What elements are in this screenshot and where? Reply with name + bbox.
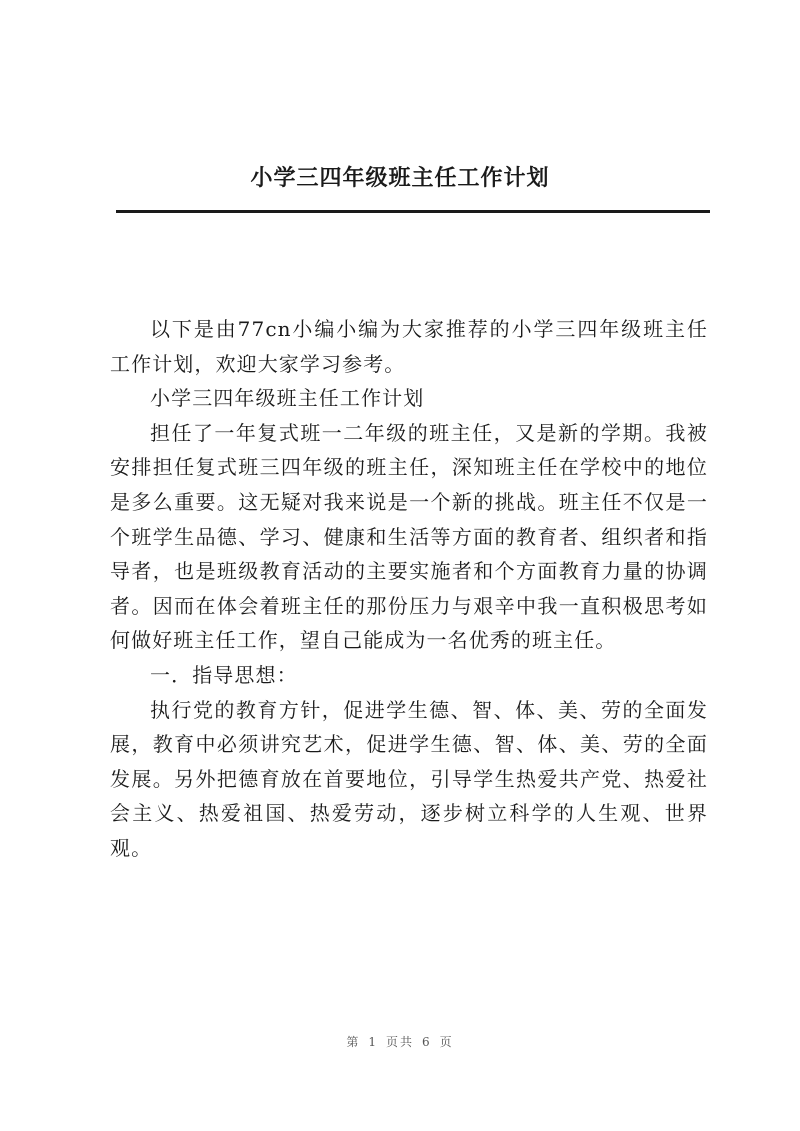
section-heading: 一．指导思想： [150,662,298,687]
footer-suffix: 页 [439,1035,454,1049]
footer-total-pages: 6 [422,1035,432,1049]
title-underline [116,210,710,213]
paragraph-intro: 以下是由77cn小编小编为大家推荐的小学三四年级班主任工作计划，欢迎大家学习参考。 [110,317,708,376]
paragraph-guiding: 执行党的教育方针，促进学生德、智、体、美、劳的全面发展，教育中必须讲究艺术，促进学生德、智、体、美、劳的全面发展。另外把德育放在首要地位，引导学生热爱共产党、热爱社会主义、热爱祖国、热爱劳动，逐步树立科学的人生观、世界观。 [110,697,708,860]
footer-prefix: 第 [346,1035,361,1049]
footer-current-page: 1 [368,1035,378,1049]
document-body [110,312,708,866]
paragraph-main: 担任了一年复式班一二年级的班主任，又是新的学期。我被安排担任复式班三四年级的班主任，深知班主任在学校中的地位是多么重要。这无疑对我来说是一个新的挑战。班主任不仅是一个班学生品德、学习、健康和生活等方面的教育者、组织者和指导者，也是班级教育活动的主要实施者和个方面教育力量的协调者。因而在体会着班主任的那份压力与艰辛中我一直积极思考如何做好班主任工作，望自己能成为一名优秀的班主任。 [110,420,708,653]
paragraph-subtitle: 小学三四年级班主任工作计划 [150,386,425,411]
page-footer [0,1033,800,1050]
footer-middle: 页共 [385,1035,414,1049]
document-title: 小学三四年级班主任工作计划 [250,165,550,191]
